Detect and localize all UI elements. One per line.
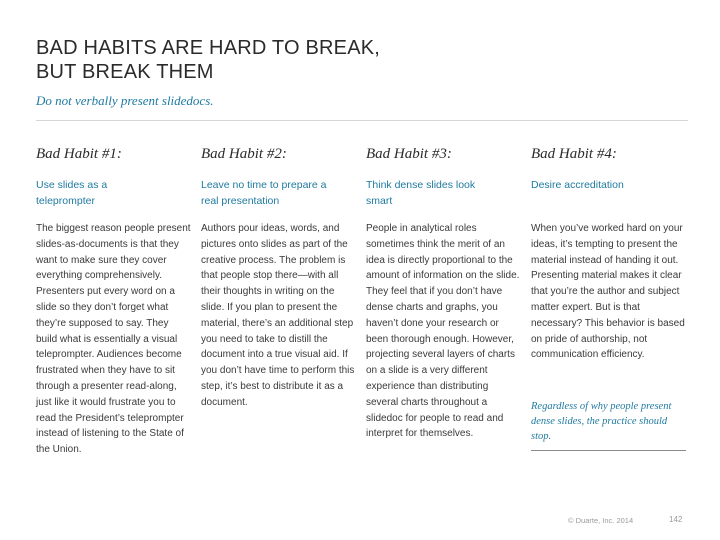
habit-title: Bad Habit #1:: [36, 146, 122, 162]
slide-title: [36, 36, 636, 84]
habit-column-3: [366, 145, 521, 442]
slide-title-line-1: BAD HABITS ARE HARD TO BREAK,: [36, 37, 381, 59]
habit-body: Authors pour ideas, words, and pictures onto slides as part of the creative process. The problem is that people stop there—with all their thoughts in writing on the slide. If you plan to present the material, there’s an additional step you need to take to distill the document into a true visual aid. If you don’t have time to perform this step, it’s best to distribute it as a document.: [201, 223, 355, 408]
slide-title-line-2: BUT BREAK THEM: [36, 61, 214, 83]
habit-column-1: [36, 145, 191, 458]
divider-line: [36, 120, 688, 121]
habit-title: Bad Habit #4:: [531, 146, 617, 162]
page-number: 142: [669, 515, 683, 524]
habit-headline: Use slides as a teleprompter: [36, 179, 108, 207]
callout-quote: Regardless of why people present dense slides, the practice should stop.: [531, 399, 686, 451]
habit-headline: Think dense slides look smart: [366, 179, 476, 207]
slide-subtitle: Do not verbally present slidedocs.: [36, 93, 214, 108]
habit-title: Bad Habit #3:: [366, 146, 452, 162]
habit-column-2: [201, 145, 356, 411]
habit-column-4: [531, 145, 686, 451]
habit-headline: Desire accreditation: [531, 179, 624, 191]
habit-body: When you’ve worked hard on your ideas, it’s tempting to present the material instead of handing it out. Presenting material makes it clear that you’re the author and subject matter expert. But is that necessary? This behavior is based on pride of authorship, not communication efficiency.: [531, 223, 685, 361]
habit-title: Bad Habit #2:: [201, 146, 287, 162]
copyright-text: © Duarte, Inc. 2014: [568, 516, 634, 525]
habit-body: The biggest reason people present slides-as-documents is that they want to make sure they cover everything comprehensively. Presenters put every word on a slide so they don’t forget what they’re supposed to say. They build what is essentially a visual teleprompter. Audiences become frustrated when they have to sit through a presenter read-along, just like it would frustrate you to read the President’s teleprompter instead of listening to the State of the Union.: [36, 223, 191, 456]
habit-body: People in analytical roles sometimes think the merit of an idea is directly proportional to the amount of information on the slide. They feel that if you don’t have dense charts and graphs, you haven’t done your research or been thorough enough. However, projecting several layers of charts on a slide is a very different experience than distributing several charts throughout a slidedoc for people to read and interpret for themselves.: [366, 223, 520, 440]
habit-headline: Leave no time to prepare a real presentation: [201, 179, 327, 207]
